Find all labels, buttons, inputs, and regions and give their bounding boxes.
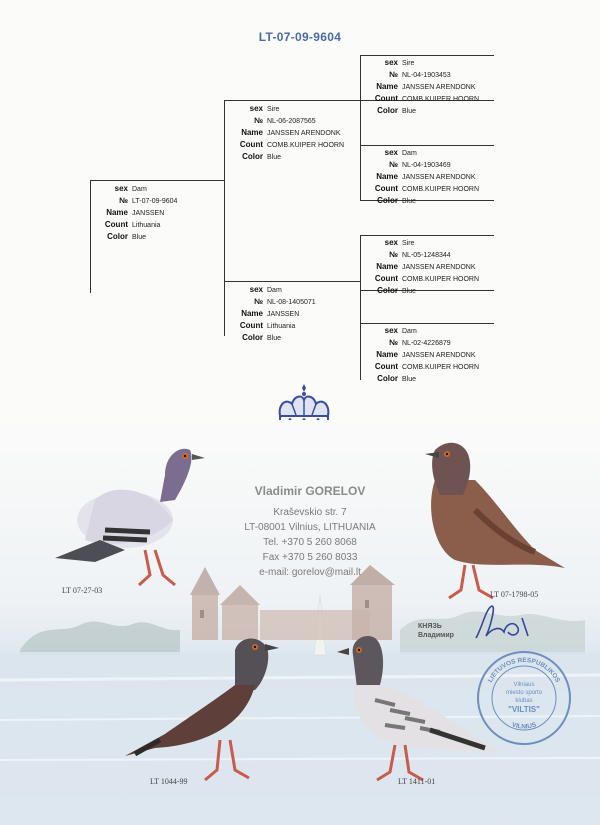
sex-label: sex <box>249 104 263 113</box>
name-value: JANSSEN ARENDONK <box>402 352 476 359</box>
sex-value: Sire <box>267 106 280 113</box>
count-value: COMB.KUIPER HOORN <box>402 364 480 371</box>
color-label: Color <box>377 106 398 115</box>
stamp-mid3: klubas <box>515 698 533 704</box>
name-value: JANSSEN ARENDONK <box>402 264 476 271</box>
color-label: Color <box>377 374 398 383</box>
name-label: Name <box>241 128 263 137</box>
name-label: Name <box>376 82 398 91</box>
signature-name-line1: КНЯЗЬ <box>418 623 442 630</box>
number-value: NL-04-1903469 <box>402 162 451 169</box>
bracket-subject-top <box>90 180 224 181</box>
email-address: e-mail: gorelov@mail.lt <box>259 567 361 578</box>
color-value: Blue <box>402 108 417 115</box>
number-label: № <box>254 297 263 306</box>
pedigree-sire-dam-card <box>360 147 479 207</box>
sex-value: Dam <box>132 186 147 193</box>
stamp-mid1: Vilniaus <box>513 682 535 688</box>
name-value: JANSSEN <box>267 311 300 318</box>
svg-text:VILNIUS <box>511 721 538 730</box>
number-label: № <box>389 250 398 259</box>
handwritten-signature <box>468 598 538 648</box>
pedigree-sire-card <box>225 103 344 163</box>
bracket-ds-top <box>360 235 494 236</box>
name-label: Name <box>376 172 398 181</box>
color-value: Blue <box>132 234 147 241</box>
number-value: NL-08-1405071 <box>267 299 316 306</box>
count-value: COMB.KUIPER HOORN <box>402 96 480 103</box>
count-value: COMB.KUIPER HOORN <box>402 186 480 193</box>
page-title: LT-07-09-9604 <box>258 30 342 44</box>
name-label: Name <box>376 350 398 359</box>
color-label: Color <box>242 152 263 161</box>
sex-label: sex <box>249 285 263 294</box>
number-value: NL-02-4226879 <box>402 340 451 347</box>
sex-label: sex <box>384 58 398 67</box>
club-stamp <box>474 648 574 748</box>
name-value: JANSSEN ARENDONK <box>402 84 476 91</box>
color-value: Blue <box>402 198 417 205</box>
sex-label: sex <box>384 238 398 247</box>
stamp-bottom-text: VILNIUS <box>510 721 538 731</box>
color-value: Blue <box>402 376 417 383</box>
count-label: Count <box>374 184 398 193</box>
count-value: COMB.KUIPER HOORN <box>402 276 480 283</box>
stamp-club: "VILTIS" <box>508 705 540 714</box>
number-label: № <box>254 116 263 125</box>
count-label: Count <box>374 94 398 103</box>
sex-label: sex <box>384 148 398 157</box>
pigeon-top-left-image <box>55 440 215 600</box>
number-value: NL-04-1903453 <box>402 72 451 79</box>
number-label: № <box>389 70 398 79</box>
name-value: JANSSEN <box>132 210 165 217</box>
caption-bottom-right: LT 1411-01 <box>398 777 436 786</box>
sex-value: Dam <box>402 328 417 335</box>
sex-value: Sire <box>402 240 415 247</box>
owner-name: Vladimir GORELOV <box>254 484 366 498</box>
color-label: Color <box>107 232 128 241</box>
bracket-ss-top <box>360 55 494 56</box>
bracket-dd-top <box>360 323 494 324</box>
bracket-sire-top <box>224 100 360 101</box>
number-value: NL-05-1248344 <box>402 252 451 259</box>
fax-number: Fax +370 5 260 8033 <box>262 552 358 563</box>
pedigree-subject-card <box>90 183 177 243</box>
count-value: Lithuania <box>132 222 161 229</box>
pigeon-top-right-image <box>415 440 575 605</box>
number-label: № <box>389 160 398 169</box>
pedigree-dam-card <box>225 284 316 344</box>
number-value: LT-07-09-9604 <box>132 198 178 205</box>
name-value: JANSSEN ARENDONK <box>267 130 341 137</box>
caption-top-right: LT 07-1798-05 <box>490 590 539 599</box>
name-label: Name <box>241 309 263 318</box>
caption-bottom-left: LT 1044-99 <box>150 777 188 786</box>
count-value: Lithuania <box>267 323 296 330</box>
stamp-mid2: miesto sporto <box>505 690 543 696</box>
phone-number: Tel. +370 5 260 8068 <box>263 537 357 548</box>
count-value: COMB.KUIPER HOORN <box>267 142 345 149</box>
sex-value: Sire <box>402 60 415 67</box>
name-value: JANSSEN ARENDONK <box>402 174 476 181</box>
name-label: Name <box>376 262 398 271</box>
sex-value: Dam <box>402 150 417 157</box>
bracket-dam-top <box>224 281 360 282</box>
contact-block <box>200 484 420 580</box>
color-value: Blue <box>402 288 417 295</box>
count-label: Count <box>374 362 398 371</box>
color-value: Blue <box>267 335 282 342</box>
sex-value: Dam <box>267 287 282 294</box>
number-label: № <box>389 338 398 347</box>
street-address: Kraševskio str. 7 <box>273 507 347 518</box>
pedigree-sire-sire-card <box>360 57 479 117</box>
pigeon-bottom-left-image <box>125 630 285 790</box>
sex-label: sex <box>114 184 128 193</box>
number-label: № <box>119 196 128 205</box>
caption-top-left: LT 07-27-03 <box>62 586 103 595</box>
count-label: Count <box>239 140 263 149</box>
count-label: Count <box>104 220 128 229</box>
color-value: Blue <box>267 154 282 161</box>
count-label: Count <box>374 274 398 283</box>
name-label: Name <box>106 208 128 217</box>
stamp-top-text: LIETUVOS RESPUBLIKOS <box>486 656 562 684</box>
color-label: Color <box>377 286 398 295</box>
count-label: Count <box>239 321 263 330</box>
signature-name <box>418 622 454 640</box>
color-label: Color <box>377 196 398 205</box>
number-value: NL-06-2087565 <box>267 118 316 125</box>
pedigree-dam-dam-card <box>360 325 479 385</box>
sex-label: sex <box>384 326 398 335</box>
signature-name-line2: Владимир <box>418 632 454 639</box>
pedigree-dam-sire-card <box>360 237 479 297</box>
color-label: Color <box>242 333 263 342</box>
city-address: LT-08001 Vilnius, LITHUANIA <box>244 522 376 533</box>
bracket-sd-top <box>360 145 494 146</box>
